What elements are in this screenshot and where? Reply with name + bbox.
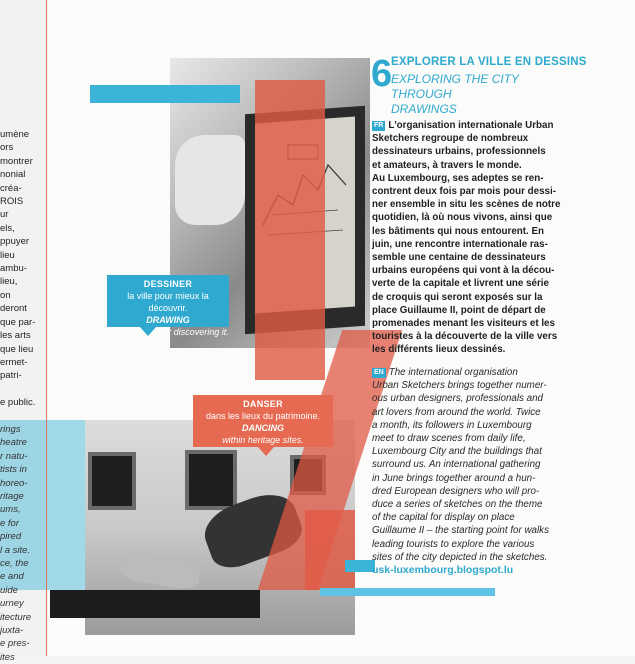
- article-fr-line: [372, 145, 567, 158]
- article-en-line: [372, 379, 567, 392]
- article-fr-text: verte de la capitale et livrent une série: [372, 278, 549, 290]
- left-column-en-line: e for: [0, 517, 20, 529]
- article-en-text: Guillaume II – the starting point for walks: [372, 525, 549, 537]
- article-en-line: [372, 445, 567, 458]
- caption-dancing-en-title: DANCING: [242, 423, 284, 433]
- left-column-line: ur: [0, 209, 9, 221]
- article-fr-text: les différents lieux dessinés.: [372, 344, 506, 356]
- section-title-en-line-1: EXPLORING THE CITY THROUGH: [391, 72, 519, 101]
- article-en-text: ous urban designers, professionals and: [372, 393, 544, 405]
- left-column-line: on: [0, 289, 11, 301]
- article-en-line: [372, 498, 567, 511]
- article-fr-text: Sketchers regroupe de nombreux: [372, 133, 529, 145]
- article-fr-text: dessinateurs urbains, professionnels: [372, 146, 546, 158]
- red-overlay-top: [255, 80, 325, 380]
- article-fr-text: semble une centaine de dessinateurs: [372, 252, 546, 264]
- article-fr-line: [372, 291, 567, 304]
- article-en-text: Urban Sketchers brings together numer-: [372, 380, 547, 392]
- article-en-line: [372, 551, 567, 564]
- left-column-en-line: urney: [0, 598, 24, 610]
- article-en-text: meet to draw scenes from daily life,: [372, 433, 526, 445]
- article-fr-text: ner ensemble in situ les scènes de notre: [372, 199, 561, 211]
- article-fr-line: [372, 119, 567, 132]
- language-tag-en: EN: [374, 369, 384, 376]
- article-en-line: [372, 485, 567, 498]
- article-en-text: sites of the city depicted in the sketches.: [372, 551, 548, 563]
- article-fr-text: place Guillaume II, point de départ de: [372, 304, 546, 316]
- article-en-text: surround us. An international gathering: [372, 459, 541, 471]
- left-column-line: montrer: [0, 155, 33, 167]
- article-en-line: [372, 392, 567, 405]
- article-fr-text: juin, une rencontre internationale ras-: [372, 238, 548, 250]
- red-overlay-bottom: [305, 510, 355, 590]
- article-en-line: [372, 538, 567, 551]
- article-en-text: a month, its followers in Luxembourg: [372, 419, 532, 431]
- left-column-line: que par-: [0, 316, 36, 328]
- article-en-text: of the capital for display on place: [372, 512, 515, 524]
- article-fr-line: [372, 251, 567, 264]
- article-fr-line: [372, 264, 567, 277]
- caption-drawing-en-title: DRAWING: [146, 315, 190, 325]
- painting-frame-1: [88, 452, 136, 510]
- left-column-text: [0, 128, 46, 664]
- article-en-line: [372, 366, 567, 379]
- article-en-line: [372, 458, 567, 471]
- article-fr-text: promenades menant les visiteurs et les: [372, 318, 555, 330]
- article-fr-text: les bâtiments qui nous entourent. En: [372, 225, 545, 237]
- article-fr-text: contrent deux fois par mois pour dessi-: [372, 186, 556, 198]
- article-fr-text: quotidien, là où nous vivons, ainsi que: [372, 212, 553, 224]
- left-column-en-line: tists in: [0, 464, 27, 476]
- left-column-line: ermet-: [0, 356, 28, 368]
- left-column-line: créa-: [0, 182, 22, 194]
- article-fr-text: de croquis qui seront exposés sur la: [372, 291, 543, 303]
- column-divider: [46, 0, 47, 656]
- cyan-block: [345, 560, 375, 572]
- article-fr-text: touristes à la découverte de la ville vers: [372, 331, 558, 343]
- spacer: [0, 410, 46, 423]
- article-fr-line: [372, 132, 567, 145]
- article-fr-line: [372, 172, 567, 185]
- caption-drawing: [107, 275, 229, 337]
- painting-frame-2: [185, 450, 237, 510]
- cyan-bar-top: [90, 85, 240, 103]
- left-column-en-line: e and: [0, 571, 24, 583]
- article-fr-line: [372, 277, 567, 290]
- left-column-en-line: heatre: [0, 437, 27, 449]
- left-column-en-line: ums,: [0, 504, 21, 516]
- left-column-line: deront: [0, 303, 27, 315]
- article-en-text: dred European designers who will pro-: [372, 485, 540, 497]
- article-en-text: art lovers from around the world. Twice: [372, 406, 541, 418]
- left-column-line: lieu,: [0, 276, 18, 288]
- article-body-en: [372, 366, 567, 564]
- article-fr-text: et amateurs, à travers le monde.: [372, 159, 522, 171]
- left-column-en-line: uide: [0, 584, 18, 596]
- bench: [50, 590, 260, 618]
- article-fr-line: [372, 211, 567, 224]
- left-column-line: lieu: [0, 249, 15, 261]
- left-column-line: els,: [0, 222, 15, 234]
- article-en-line: [372, 432, 567, 445]
- left-column-en-line: itecture: [0, 611, 32, 623]
- article-body-fr: [372, 119, 567, 357]
- article-fr-line: [372, 330, 567, 343]
- left-column-en-line: horeo-: [0, 477, 28, 489]
- article-en-text: in June brings together around a hun-: [372, 472, 536, 484]
- article-en-text: leading tourists to explore the various: [372, 538, 535, 550]
- left-column-line: ors: [0, 142, 14, 154]
- caption-dancing-fr-text: dans les lieux du patrimoine.: [205, 411, 321, 421]
- left-column-en-line: r natu-: [0, 450, 28, 462]
- article-fr-line: [372, 225, 567, 238]
- caption-drawing-fr-title: DESSINER: [143, 279, 193, 289]
- left-column-en-line: pired: [0, 531, 22, 543]
- article-fr-line: [372, 185, 567, 198]
- article-en-text: The international organisation: [388, 367, 518, 378]
- article-fr-text: L'organisation internationale Urban: [388, 120, 554, 131]
- left-column-en-line: l a site.: [0, 544, 31, 556]
- article-fr-line: [372, 238, 567, 251]
- article-fr-line: [372, 159, 567, 172]
- left-column-line: patri-: [0, 370, 22, 382]
- cyan-bar-bottom: [320, 588, 495, 596]
- article-fr-line: [372, 198, 567, 211]
- article-fr-line: [372, 304, 567, 317]
- article-en-line: [372, 419, 567, 432]
- article-en-text: Luxembourg City and the buildings that: [372, 446, 542, 458]
- article-en-line: [372, 524, 567, 537]
- caption-dancing-en-text: within heritage sites.: [222, 435, 304, 445]
- article-en-text: duce a series of sketches on the theme: [372, 499, 543, 511]
- section-title-en-line-2: DRAWINGS: [391, 102, 457, 116]
- left-column-en-line: ritage: [0, 490, 24, 502]
- article-en-line: [372, 406, 567, 419]
- section-title-fr: EXPLORER LA VILLE EN DESSINS: [391, 56, 587, 68]
- left-column-line: e public.: [0, 397, 36, 409]
- caption-dancing: [193, 395, 333, 447]
- left-column-line: ppuyer: [0, 236, 30, 248]
- left-column-line: nonial: [0, 169, 26, 181]
- left-column-line: ROIS: [0, 196, 24, 208]
- section-number: 6: [371, 53, 393, 95]
- section-title-en: [391, 72, 581, 117]
- left-column-en-line: ce, the: [0, 558, 29, 569]
- left-column-en-line: juxta-: [0, 625, 24, 637]
- caption-drawing-pointer: [140, 327, 156, 336]
- left-column-line: les arts: [0, 330, 31, 342]
- left-column-line: que lieu: [0, 343, 34, 355]
- caption-dancing-fr-title: DANSER: [243, 399, 283, 409]
- left-column-en-line: e pres-: [0, 638, 30, 650]
- caption-drawing-en-text: the city to better discovering it.: [107, 327, 229, 337]
- article-fr-text: Au Luxembourg, ses adeptes se ren-: [372, 172, 544, 184]
- left-column-line: umène: [0, 129, 30, 140]
- article-en-line: [372, 472, 567, 485]
- blog-link[interactable]: usk-luxembourg.blogspot.lu: [372, 564, 514, 576]
- left-column-en-line: ites: [0, 651, 15, 663]
- article-fr-line: [372, 317, 567, 330]
- article-fr-line: [372, 343, 567, 356]
- left-column-line: ambu-: [0, 263, 27, 275]
- article-fr-text: urbains européens qui vont à la décou-: [372, 265, 555, 277]
- caption-dancing-pointer: [258, 447, 274, 456]
- language-tag-fr: FR: [374, 122, 384, 129]
- caption-drawing-fr-text: la ville pour mieux la découvrir.: [127, 291, 209, 313]
- article-en-line: [372, 511, 567, 524]
- left-column-line: [0, 383, 46, 396]
- hand-with-pen: [175, 135, 245, 225]
- left-column-en-line: rings: [0, 423, 21, 435]
